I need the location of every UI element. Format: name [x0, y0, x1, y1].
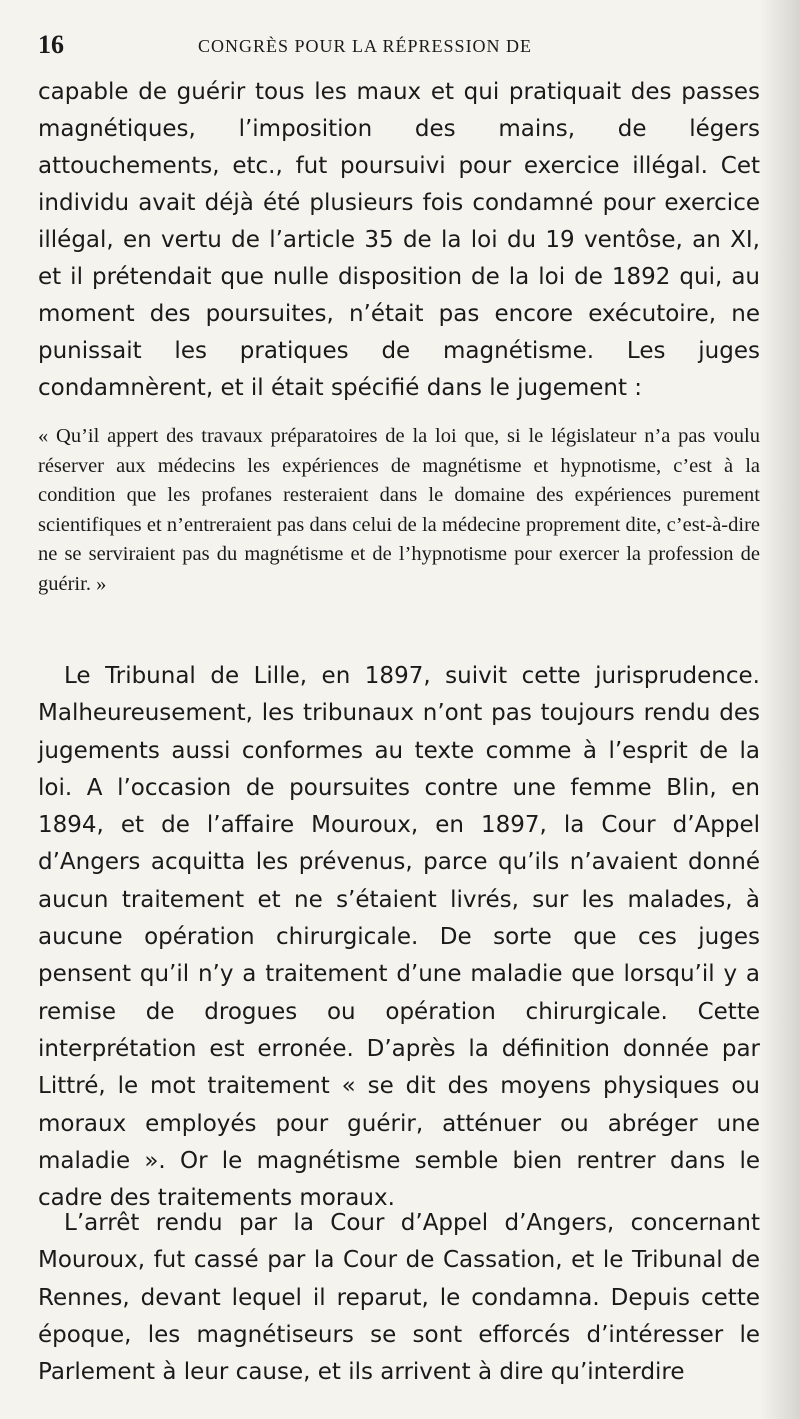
- page-header: [38, 30, 758, 66]
- paragraph-1: capable de guérir tous les maux et qui pratiquait des passes magnétiques, l’imposition des mains, de légers attouchements, etc., fut poursuivi pour exercice illégal. Cet individu avait déjà été plusieurs fois condamné pour exercice illégal, en vertu de l’article 35 de la loi du 19 ventôse, an XI, et il prétendait que nulle disposition de la loi de 1892 qui, au moment des poursuites, n’était pas encore exécutoire, ne punissait les pratiques de magnétisme. Les juges condamnèrent, et il était spécifié dans le jugement :: [38, 79, 760, 401]
- block-quote: « Qu’il appert des travaux préparatoires de la loi que, si le législateur n’a pas voulu réserver aux médecins les expériences de magnétisme et hypnotisme, c’est à la condition que les profanes resteraient dans le domaine des expériences purement scientifiques et n’entreraient pas dans celui de la médecine proprement dite, c’est-à-dire ne se serviraient pas du magnétisme et de l’hypnotisme pour exercer la profession de guérir. »: [38, 425, 760, 595]
- page-edge-shadow: [760, 0, 800, 1419]
- running-head: CONGRÈS POUR LA RÉPRESSION DE: [198, 36, 533, 56]
- page-number: 16: [38, 30, 64, 59]
- paragraph-3: L’arrêt rendu par la Cour d’Appel d’Angers, concernant Mouroux, fut cassé par la Cour de Cassation, et le Tribunal de Rennes, devant lequel il reparut, le condamna. Depuis cette époque, les magnétiseurs se sont efforcés d’intéresser le Parlement à leur cause, et ils arrivent à dire qu’interdire: [38, 1210, 760, 1386]
- paragraph-2: Le Tribunal de Lille, en 1897, suivit cette jurisprudence. Malheureusement, les tribunaux n’ont pas toujours rendu des jugements aussi conformes au texte comme à l’esprit de la loi. A l’occasion de poursuites contre une femme Blin, en 1894, et de l’affaire Mouroux, en 1897, la Cour d’Appel d’Angers acquitta les prévenus, parce qu’ils n’avaient donné aucun traitement et ne s’étaient livrés, sur les malades, à aucune opération chirurgicale. De sorte que ces juges pensent qu’il n’y a traitement d’une maladie que lorsqu’il y a remise de drogues ou opération chirurgicale. Cette interprétation est erronée. D’après la définition donnée par Littré, le mot traitement « se dit des moyens physiques ou moraux employés pour guérir, atténuer ou abréger une maladie ». Or le magnétisme semble bien rentrer dans le cadre des traitements moraux.: [38, 663, 760, 1212]
